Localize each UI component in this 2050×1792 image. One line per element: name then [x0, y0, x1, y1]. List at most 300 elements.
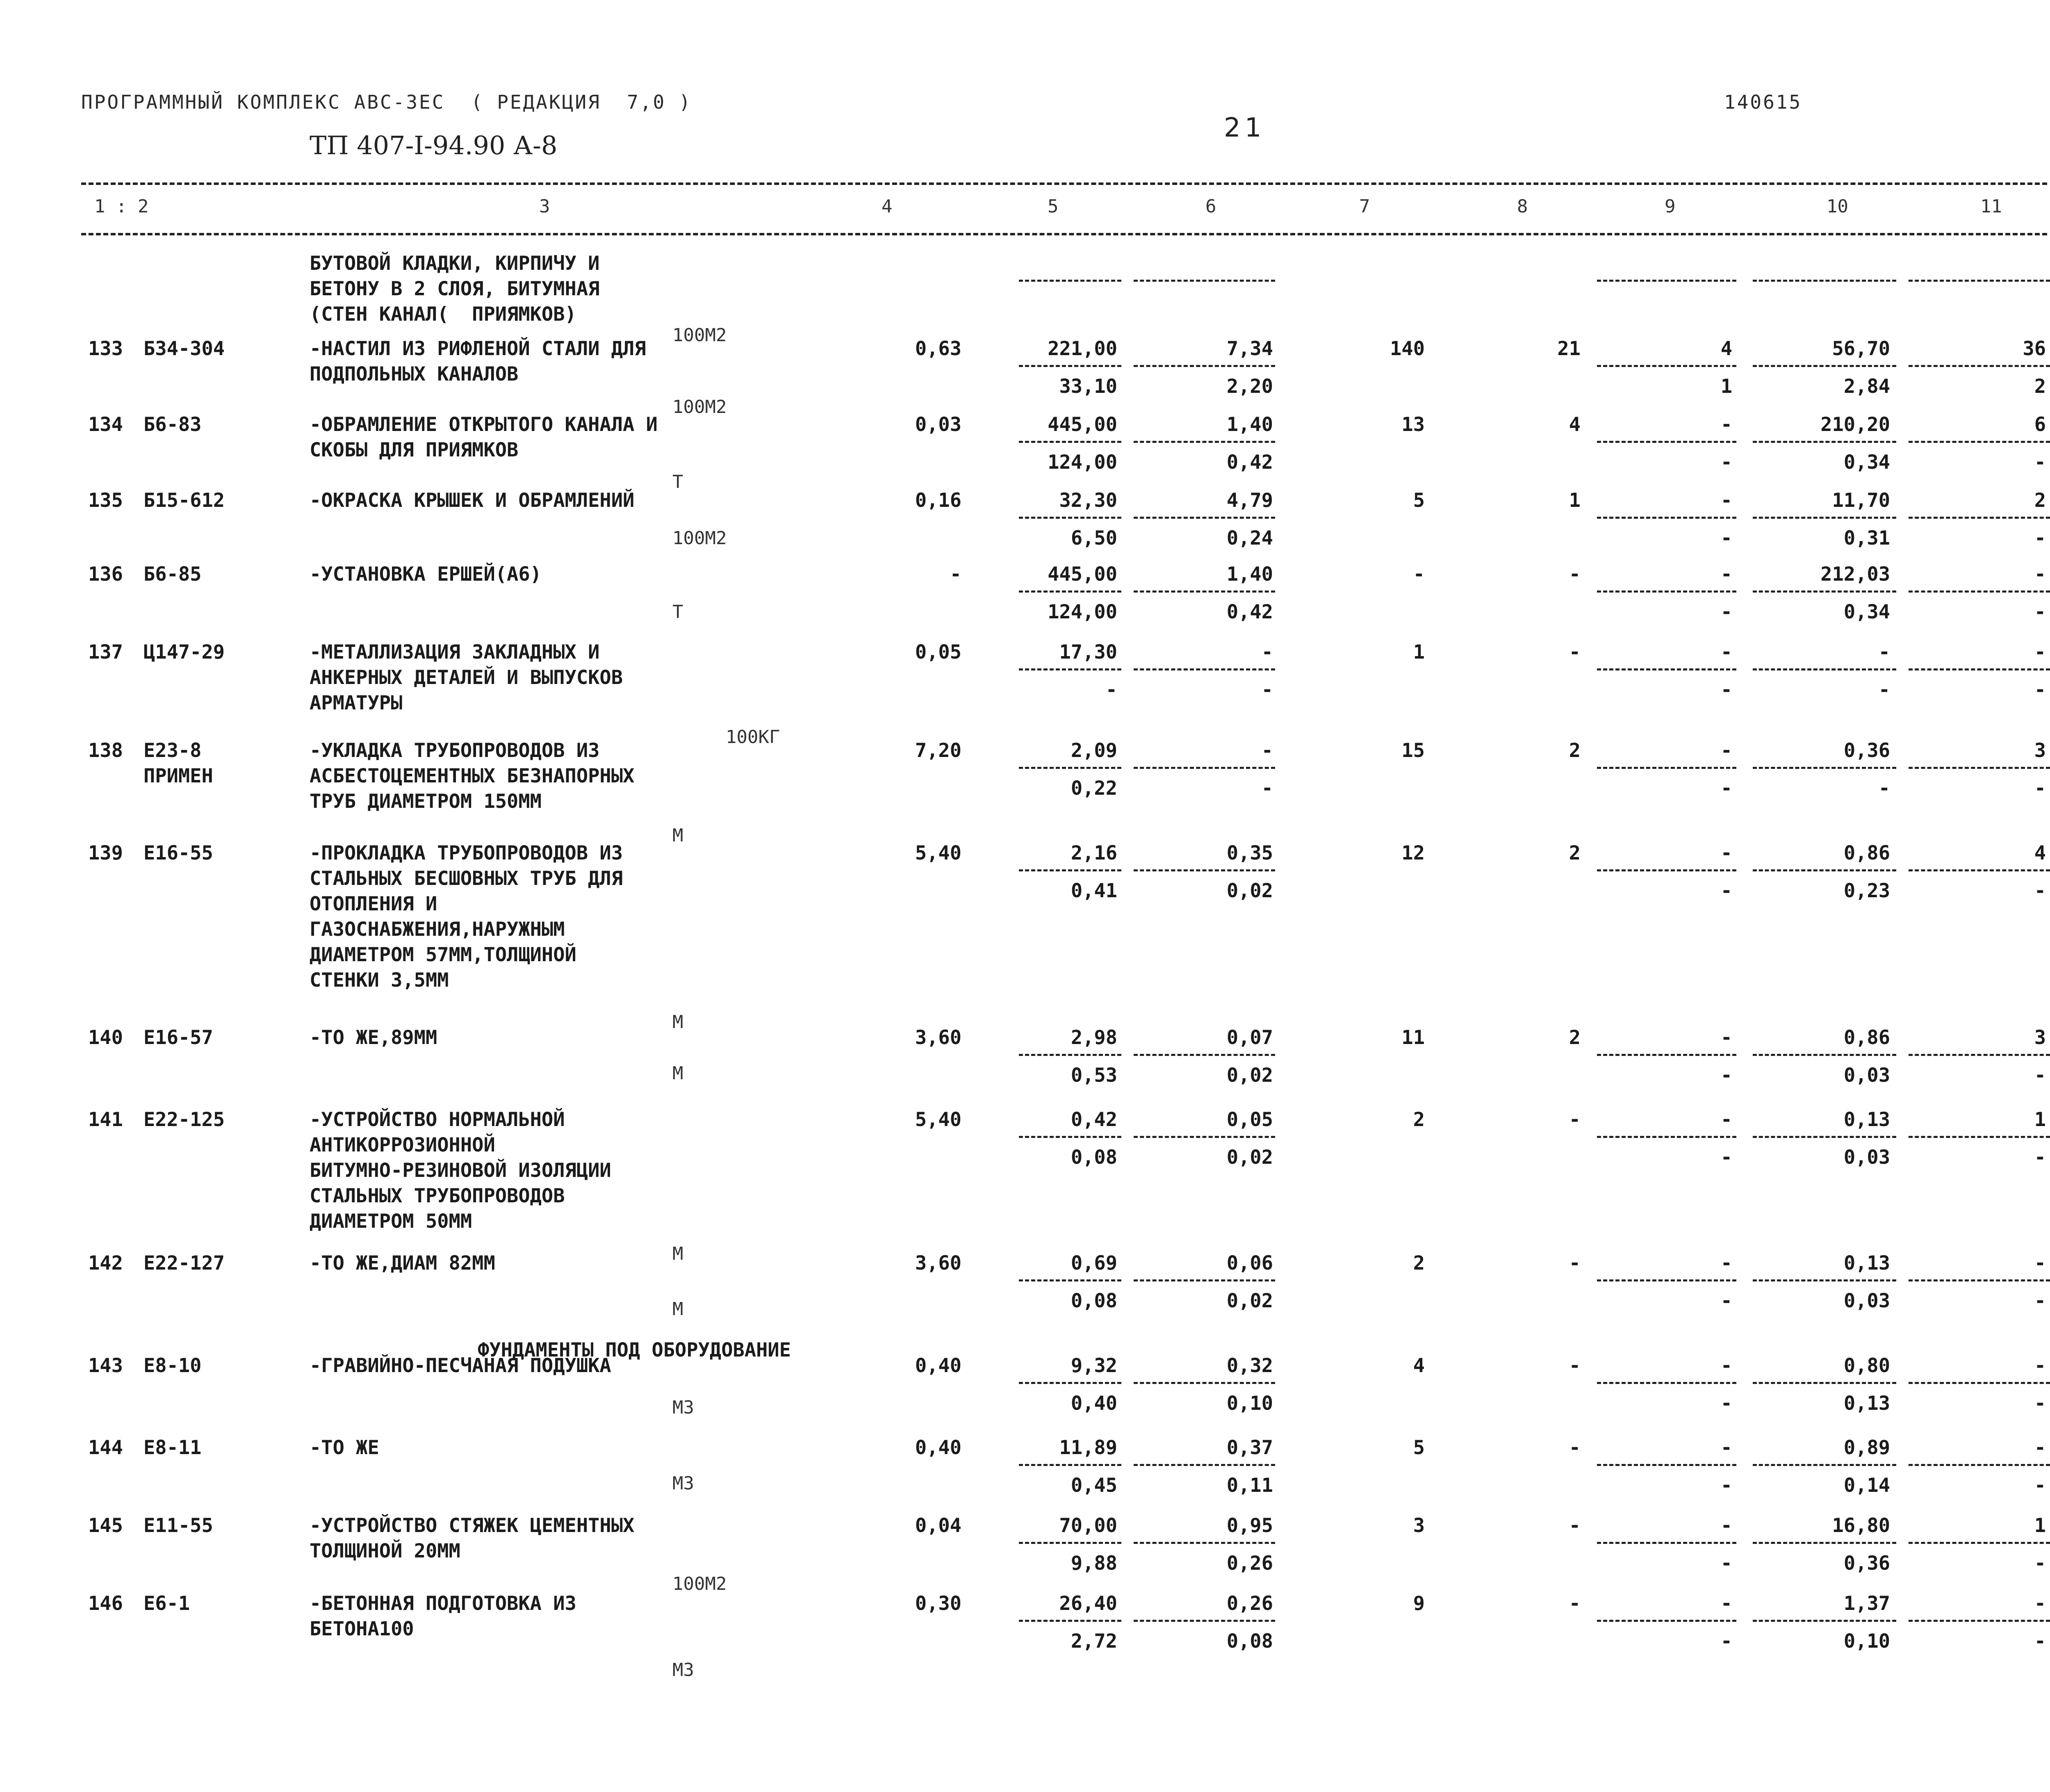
- row-cell-c4: 7,20: [915, 739, 961, 762]
- row-cell-a6: 0,35: [1226, 842, 1273, 864]
- row-separator-line: [1909, 365, 2050, 367]
- row-cell-c11: 4: [2034, 842, 2046, 864]
- row-code: Е16-55: [144, 842, 213, 864]
- row-cell-c8: -: [1569, 1592, 1581, 1615]
- row-cell-a10: 16,80: [1832, 1514, 1890, 1537]
- row-cell-c11: -: [2034, 1592, 2046, 1615]
- row-separator-line: [1134, 1136, 1275, 1138]
- row-cell-c4: 5,40: [915, 1108, 961, 1131]
- row-separator-line: [1597, 365, 1736, 367]
- row-separator-line: [1753, 365, 1896, 367]
- row-subcell-b6: 0,08: [1226, 1630, 1273, 1653]
- row-separator-line: [1134, 441, 1275, 443]
- row-number: 138: [88, 739, 123, 762]
- row-cell-a6: 1,40: [1226, 563, 1273, 586]
- row-separator-line: [1597, 441, 1736, 443]
- row-description-line: -УСТРОЙСТВО НОРМАЛЬНОЙ: [310, 1108, 565, 1131]
- row-description-line: АРМАТУРЫ: [310, 692, 403, 714]
- row-description-line: ДИАМЕТРОМ 57ММ,ТОЛЩИНОЙ: [310, 944, 576, 966]
- row-subcell-b5: -: [1105, 679, 1117, 701]
- row-subcell-b5: 0,41: [1071, 880, 1117, 902]
- row-cell-a9: -: [1720, 1252, 1732, 1274]
- row-subcell-b5: 0,45: [1071, 1474, 1117, 1497]
- row-cell-a6: 0,05: [1226, 1108, 1273, 1131]
- row-description-line: СТАЛЬНЫХ ТРУБОПРОВОДОВ: [310, 1185, 565, 1207]
- row-separator-line: [1134, 1542, 1275, 1544]
- row-cell-c4: 3,60: [915, 1252, 961, 1274]
- row-unit: М3: [672, 1473, 694, 1494]
- row-subcell-b11: -: [2034, 527, 2046, 549]
- col-head-5: 5: [1048, 196, 1059, 217]
- row-cell-c8: 2: [1569, 1026, 1581, 1049]
- row-number: 146: [88, 1592, 123, 1615]
- row-cell-a10: 0,13: [1843, 1252, 1890, 1274]
- row-description-line: СТАЛЬНЫХ БЕСШОВНЫХ ТРУБ ДЛЯ: [310, 867, 623, 890]
- row-cell-c11: 36: [2023, 337, 2046, 360]
- row-subcell-b9: -: [1720, 880, 1732, 902]
- row-separator-line: [1134, 1279, 1275, 1281]
- row-code: Е8-10: [144, 1354, 202, 1377]
- row-cell-a10: 0,80: [1843, 1354, 1890, 1377]
- row-description-line: -ТО ЖЕ,ДИАМ 82ММ: [310, 1252, 495, 1274]
- row-subcell-b9: -: [1720, 1474, 1732, 1497]
- row-subcell-b9: -: [1720, 1630, 1732, 1653]
- row-code: Б34-304: [144, 337, 225, 360]
- row-cell-c4: 0,30: [915, 1592, 961, 1615]
- row-number: 145: [88, 1514, 123, 1537]
- row-separator-line: [1019, 517, 1121, 519]
- row-description-line: -ГРАВИЙНО-ПЕСЧАНАЯ ПОДУШКА: [310, 1354, 611, 1377]
- row-cell-c7: 140: [1390, 337, 1425, 360]
- row-separator-line: [1753, 767, 1896, 769]
- row-subcell-b6: 0,02: [1226, 880, 1273, 902]
- row-cell-c11: 2: [2034, 489, 2046, 512]
- row-cell-a9: -: [1720, 489, 1732, 512]
- row-subcell-b5: 2,72: [1071, 1630, 1117, 1653]
- row-cell-a6: -: [1261, 739, 1273, 762]
- row-separator-line: [1597, 590, 1736, 593]
- row-description-line: -МЕТАЛЛИЗАЦИЯ ЗАКЛАДНЫХ И: [310, 641, 600, 663]
- row-separator-line: [1134, 517, 1275, 519]
- row-cell-a10: 1,37: [1843, 1592, 1890, 1615]
- row-separator-line: [1753, 668, 1896, 670]
- row-separator-line: [1019, 1542, 1121, 1544]
- row-cell-a10: 0,86: [1843, 1026, 1890, 1049]
- row-description-line: ТРУБ ДИАМЕТРОМ 150ММ: [310, 790, 542, 813]
- row-separator-line: [1134, 365, 1275, 367]
- row-cell-a5: 2,09: [1071, 739, 1117, 762]
- row-subcell-b5: 0,08: [1071, 1146, 1117, 1169]
- row-cell-c7: 1: [1413, 641, 1425, 663]
- row-separator-line: [1597, 1620, 1736, 1622]
- row-separator-line: [1597, 1136, 1736, 1138]
- row-subcell-b6: 0,42: [1226, 601, 1273, 623]
- row-separator-line: [1909, 280, 2050, 282]
- row-separator-line: [1134, 1464, 1275, 1466]
- row-cell-a9: -: [1720, 1592, 1732, 1615]
- row-subcell-b11: 2: [2034, 375, 2046, 398]
- row-unit: М: [672, 1299, 683, 1320]
- row-cell-a5: 70,00: [1059, 1514, 1117, 1537]
- row-unit: 100М2: [672, 397, 727, 417]
- row-subcell-b10: -: [1878, 679, 1890, 701]
- row-separator-line: [1019, 668, 1121, 670]
- section-heading: ФУНДАМЕНТЫ ПОД ОБОРУДОВАНИЕ: [478, 1339, 791, 1361]
- row-unit: М: [672, 1012, 683, 1033]
- row-cell-a6: 0,32: [1226, 1354, 1273, 1377]
- row-subcell-b9: -: [1720, 1146, 1732, 1169]
- row-cell-a6: 0,07: [1226, 1026, 1273, 1049]
- row-code: Ц147-29: [144, 641, 225, 663]
- row-cell-c8: 21: [1557, 337, 1581, 360]
- row-cell-a6: 4,79: [1226, 489, 1273, 512]
- row-cell-c7: 5: [1413, 489, 1425, 512]
- row-cell-c8: -: [1569, 1514, 1581, 1537]
- row-separator-line: [1134, 668, 1275, 670]
- row-subcell-b5: 0,08: [1071, 1290, 1117, 1312]
- row-cell-a9: -: [1720, 563, 1732, 586]
- row-subcell-b5: 6,50: [1071, 527, 1117, 549]
- row-separator-line: [1019, 1136, 1121, 1138]
- row-subcell-b10: 0,10: [1843, 1630, 1890, 1653]
- row-subcell-b10: 0,03: [1843, 1064, 1890, 1087]
- row-cell-c7: 4: [1413, 1354, 1425, 1377]
- row-cell-c8: -: [1569, 563, 1581, 586]
- col-head-7: 7: [1359, 196, 1370, 217]
- row-separator-line: [1753, 1464, 1896, 1466]
- row-code: Б15-612: [144, 489, 225, 512]
- row-description-line: -УСТАНОВКА ЕРШЕЙ(А6): [310, 563, 542, 586]
- row-number: 143: [88, 1354, 123, 1377]
- row-number: 137: [88, 641, 123, 663]
- row-separator-line: [1753, 441, 1896, 443]
- row-separator-line: [1753, 1542, 1896, 1544]
- row-subcell-b11: -: [2034, 451, 2046, 474]
- row-cell-a5: 0,42: [1071, 1108, 1117, 1131]
- row-cell-a5: 17,30: [1059, 641, 1117, 663]
- row-unit: 100КГ: [726, 727, 780, 748]
- row-cell-c7: -: [1413, 563, 1425, 586]
- row-number: 134: [88, 413, 123, 436]
- row-subcell-b9: -: [1720, 451, 1732, 474]
- row-cell-a6: 0,26: [1226, 1592, 1273, 1615]
- row-subcell-b10: 0,34: [1843, 601, 1890, 623]
- row-subcell-b10: 0,14: [1843, 1474, 1890, 1497]
- row-description-line: АСБЕСТОЦЕМЕНТНЫХ БЕЗНАПОРНЫХ: [310, 765, 635, 787]
- header-top-rule: [81, 182, 2047, 185]
- row-description-line: ОТОПЛЕНИЯ И: [310, 893, 437, 915]
- row-separator-line: [1909, 517, 2050, 519]
- row-subcell-b9: -: [1720, 1290, 1732, 1312]
- row-separator-line: [1909, 1054, 2050, 1056]
- row-subcell-b6: 0,02: [1226, 1290, 1273, 1312]
- row-separator-line: [1019, 1464, 1121, 1466]
- row-separator-line: [1909, 1136, 2050, 1138]
- row-cell-c11: -: [2034, 1252, 2046, 1274]
- row-cell-a10: 0,89: [1843, 1436, 1890, 1459]
- row-number: 135: [88, 489, 123, 512]
- row-separator-line: [1753, 1054, 1896, 1056]
- row-cell-c4: 0,16: [915, 489, 961, 512]
- row-cell-c4: 5,40: [915, 842, 961, 864]
- row-cell-a5: 2,16: [1071, 842, 1117, 864]
- row-cell-c8: -: [1569, 1108, 1581, 1131]
- row-subcell-b5: 0,40: [1071, 1392, 1117, 1415]
- row-separator-line: [1909, 590, 2050, 593]
- row-subcell-b5: 33,10: [1059, 375, 1117, 398]
- row-cell-c7: 15: [1401, 739, 1425, 762]
- row-description-line: -ТО ЖЕ,89ММ: [310, 1026, 437, 1049]
- row-subcell-b6: -: [1261, 777, 1273, 800]
- row-subcell-b11: -: [2034, 1552, 2046, 1575]
- row-cell-a9: 4: [1720, 337, 1732, 360]
- row-separator-line: [1019, 1620, 1121, 1622]
- row-separator-line: [1134, 1382, 1275, 1384]
- row-cell-a9: -: [1720, 413, 1732, 436]
- row-cell-c7: 5: [1413, 1436, 1425, 1459]
- row-subcell-b10: 0,03: [1843, 1146, 1890, 1169]
- row-number: 136: [88, 563, 123, 586]
- row-separator-line: [1019, 869, 1121, 871]
- row-subcell-b11: -: [2034, 1290, 2046, 1312]
- row-separator-line: [1753, 517, 1896, 519]
- row-separator-line: [1909, 1279, 2050, 1281]
- row-subcell-b10: 0,23: [1843, 880, 1890, 902]
- row-unit: Т: [672, 472, 683, 492]
- row-cell-a6: -: [1261, 641, 1273, 663]
- row-subcell-b11: -: [2034, 1392, 2046, 1415]
- row-number: 141: [88, 1108, 123, 1131]
- row-subcell-b5: 124,00: [1048, 451, 1117, 474]
- row-subcell-b11: -: [2034, 601, 2046, 623]
- row-description-line: БЕТОНА100: [310, 1618, 414, 1640]
- row-separator-line: [1019, 1054, 1121, 1056]
- col-head-10: 10: [1827, 196, 1848, 217]
- col-head-8: 8: [1517, 196, 1528, 217]
- row-cell-c11: -: [2034, 1436, 2046, 1459]
- row-separator-line: [1019, 590, 1121, 593]
- row-subcell-b11: -: [2034, 1146, 2046, 1169]
- row-separator-line: [1597, 767, 1736, 769]
- row-separator-line: [1597, 1542, 1736, 1544]
- page-number: 21: [1224, 113, 1266, 143]
- row-separator-line: [1134, 590, 1275, 593]
- row-code: Е6-1: [144, 1592, 190, 1615]
- row-subcell-b10: 0,13: [1843, 1392, 1890, 1415]
- row-subcell-b6: 0,26: [1226, 1552, 1273, 1575]
- row-cell-c4: 0,63: [915, 337, 961, 360]
- row-separator-line: [1597, 1464, 1736, 1466]
- row-description-line: ПОДПОЛЬНЫХ КАНАЛОВ: [310, 363, 519, 385]
- row-unit: Т: [672, 602, 683, 622]
- row-code: Е23-8 ПРИМЕН: [144, 739, 213, 787]
- row-cell-a10: 0,36: [1843, 739, 1890, 762]
- row-subcell-b5: 0,22: [1071, 777, 1117, 800]
- row-separator-line: [1909, 441, 2050, 443]
- row-code: Е8-11: [144, 1436, 202, 1459]
- row-cell-c4: 0,40: [915, 1436, 961, 1459]
- row-separator-line: [1909, 668, 2050, 670]
- row-description-line: -БЕТОННАЯ ПОДГОТОВКА ИЗ: [310, 1592, 576, 1615]
- row-separator-line: [1019, 767, 1121, 769]
- row-description-line: БИТУМНО-РЕЗИНОВОЙ ИЗОЛЯЦИИ: [310, 1159, 611, 1182]
- row-code: Е16-57: [144, 1026, 213, 1049]
- row-description-line: -ТО ЖЕ: [310, 1436, 379, 1459]
- row-cell-c11: -: [2034, 1354, 2046, 1377]
- col-head-9: 9: [1665, 196, 1676, 217]
- row-description-line: БЕТОНУ В 2 СЛОЯ, БИТУМНАЯ: [310, 278, 600, 300]
- row-cell-a9: -: [1720, 1108, 1732, 1131]
- row-cell-a6: 0,95: [1226, 1514, 1273, 1537]
- row-subcell-b9: -: [1720, 777, 1732, 800]
- row-separator-line: [1909, 1382, 2050, 1384]
- row-subcell-b10: 2,84: [1843, 375, 1890, 398]
- row-separator-line: [1753, 590, 1896, 593]
- row-subcell-b9: -: [1720, 527, 1732, 549]
- row-separator-line: [1134, 767, 1275, 769]
- row-cell-c8: -: [1569, 1436, 1581, 1459]
- row-cell-c8: 2: [1569, 739, 1581, 762]
- row-cell-c7: 11: [1401, 1026, 1425, 1049]
- row-subcell-b6: 0,02: [1226, 1064, 1273, 1087]
- row-separator-line: [1909, 1542, 2050, 1544]
- row-description-line: -ОБРАМЛЕНИЕ ОТКРЫТОГО КАНАЛА И: [310, 413, 658, 436]
- row-subcell-b11: -: [2034, 1064, 2046, 1087]
- row-subcell-b6: 2,20: [1226, 375, 1273, 398]
- row-subcell-b11: -: [2034, 1630, 2046, 1653]
- row-separator-line: [1597, 1382, 1736, 1384]
- col-head-3: 3: [539, 196, 550, 217]
- row-subcell-b6: 0,02: [1226, 1146, 1273, 1169]
- row-cell-c11: 3: [2034, 739, 2046, 762]
- row-separator-line: [1597, 869, 1736, 871]
- row-code: Б6-85: [144, 563, 202, 586]
- row-cell-c4: 0,04: [915, 1514, 961, 1537]
- row-cell-c11: 3: [2034, 1026, 2046, 1049]
- row-separator-line: [1597, 280, 1736, 282]
- row-subcell-b10: 0,36: [1843, 1552, 1890, 1575]
- row-description-line: ДИАМЕТРОМ 50ММ: [310, 1210, 472, 1233]
- row-separator-line: [1597, 517, 1736, 519]
- row-subcell-b6: 0,10: [1226, 1392, 1273, 1415]
- row-cell-a10: 210,20: [1820, 413, 1890, 436]
- row-subcell-b6: 0,24: [1226, 527, 1273, 549]
- row-number: 139: [88, 842, 123, 864]
- row-cell-a5: 26,40: [1059, 1592, 1117, 1615]
- row-separator-line: [1019, 1279, 1121, 1281]
- row-cell-c8: 2: [1569, 842, 1581, 864]
- row-subcell-b9: 1: [1720, 375, 1732, 398]
- row-separator-line: [1019, 1382, 1121, 1384]
- row-subcell-b5: 0,53: [1071, 1064, 1117, 1087]
- row-subcell-b6: -: [1261, 679, 1273, 701]
- row-cell-a6: 0,06: [1226, 1252, 1273, 1274]
- doc-code: ТП 407-I-94.90 А-8: [310, 130, 558, 160]
- row-cell-a5: 9,32: [1071, 1354, 1117, 1377]
- row-separator-line: [1909, 767, 2050, 769]
- row-cell-c11: 6: [2034, 413, 2046, 436]
- row-description-line: БУТОВОЙ КЛАДКИ, КИРПИЧУ И: [310, 252, 600, 275]
- row-subcell-b6: 0,42: [1226, 451, 1273, 474]
- row-cell-a9: -: [1720, 641, 1732, 663]
- row-cell-c7: 3: [1413, 1514, 1425, 1537]
- col-head-4: 4: [882, 196, 893, 217]
- program-header: ПРОГРАММНЫЙ КОМПЛЕКС АВС-ЗЕС ( РЕДАКЦИЯ 7,0 ): [81, 91, 692, 113]
- col-head-11: 11: [1980, 196, 2002, 217]
- row-separator-line: [1019, 441, 1121, 443]
- row-subcell-b9: -: [1720, 1064, 1732, 1087]
- row-cell-a9: -: [1720, 1354, 1732, 1377]
- row-cell-c11: 1: [2034, 1108, 2046, 1131]
- row-subcell-b10: 0,34: [1843, 451, 1890, 474]
- row-cell-c4: 3,60: [915, 1026, 961, 1049]
- row-code: Б6-83: [144, 413, 202, 436]
- row-cell-c8: -: [1569, 1252, 1581, 1274]
- row-unit: М: [672, 1063, 683, 1084]
- row-cell-c4: 0,40: [915, 1354, 961, 1377]
- row-cell-a5: 445,00: [1048, 413, 1117, 436]
- row-separator-line: [1134, 869, 1275, 871]
- row-number: 140: [88, 1026, 123, 1049]
- row-cell-a10: 0,86: [1843, 842, 1890, 864]
- row-cell-a6: 7,34: [1226, 337, 1273, 360]
- row-number: 133: [88, 337, 123, 360]
- row-cell-a10: 212,03: [1820, 563, 1890, 586]
- row-cell-a6: 1,40: [1226, 413, 1273, 436]
- row-cell-a10: 0,13: [1843, 1108, 1890, 1131]
- row-description-line: СТЕНКИ 3,5ММ: [310, 969, 449, 992]
- row-unit: М: [672, 825, 683, 846]
- row-description-line: -НАСТИЛ ИЗ РИФЛЕНОЙ СТАЛИ ДЛЯ: [310, 337, 646, 360]
- row-separator-line: [1753, 1136, 1896, 1138]
- row-description-line: ГАЗОСНАБЖЕНИЯ,НАРУЖНЫМ: [310, 918, 565, 941]
- row-subcell-b9: -: [1720, 601, 1732, 623]
- row-subcell-b11: -: [2034, 679, 2046, 701]
- row-separator-line: [1909, 1464, 2050, 1466]
- row-cell-c4: -: [950, 563, 961, 586]
- row-cell-c4: 0,05: [915, 641, 961, 663]
- row-subcell-b9: -: [1720, 1392, 1732, 1415]
- row-separator-line: [1753, 869, 1896, 871]
- row-cell-a9: -: [1720, 739, 1732, 762]
- row-subcell-b5: 124,00: [1048, 601, 1117, 623]
- row-separator-line: [1134, 1620, 1275, 1622]
- row-cell-c7: 12: [1401, 842, 1425, 864]
- row-separator-line: [1134, 280, 1275, 282]
- row-cell-a5: 32,30: [1059, 489, 1117, 512]
- row-cell-c7: 13: [1401, 413, 1425, 436]
- row-cell-c8: -: [1569, 1354, 1581, 1377]
- row-description-line: -ОКРАСКА КРЫШЕК И ОБРАМЛЕНИЙ: [310, 489, 635, 512]
- row-cell-a10: 11,70: [1832, 489, 1890, 512]
- row-subcell-b9: -: [1720, 679, 1732, 701]
- row-description-line: -ПРОКЛАДКА ТРУБОПРОВОДОВ ИЗ: [310, 842, 623, 864]
- row-unit: М: [672, 1243, 683, 1264]
- row-description-line: -УКЛАДКА ТРУБОПРОВОДОВ ИЗ: [310, 739, 600, 762]
- row-cell-c7: 9: [1413, 1592, 1425, 1615]
- row-cell-a5: 0,69: [1071, 1252, 1117, 1274]
- row-separator-line: [1753, 280, 1896, 282]
- col-head-1-2: 1 : 2: [94, 196, 149, 217]
- row-cell-a10: 56,70: [1832, 337, 1890, 360]
- row-unit: М3: [672, 1397, 694, 1418]
- row-description-line: СКОБЫ ДЛЯ ПРИЯМКОВ: [310, 439, 519, 461]
- document-code: 140615: [1724, 91, 1802, 113]
- row-cell-a5: 2,98: [1071, 1026, 1117, 1049]
- row-cell-a9: -: [1720, 1514, 1732, 1537]
- row-separator-line: [1753, 1382, 1896, 1384]
- row-code: Е11-55: [144, 1514, 213, 1537]
